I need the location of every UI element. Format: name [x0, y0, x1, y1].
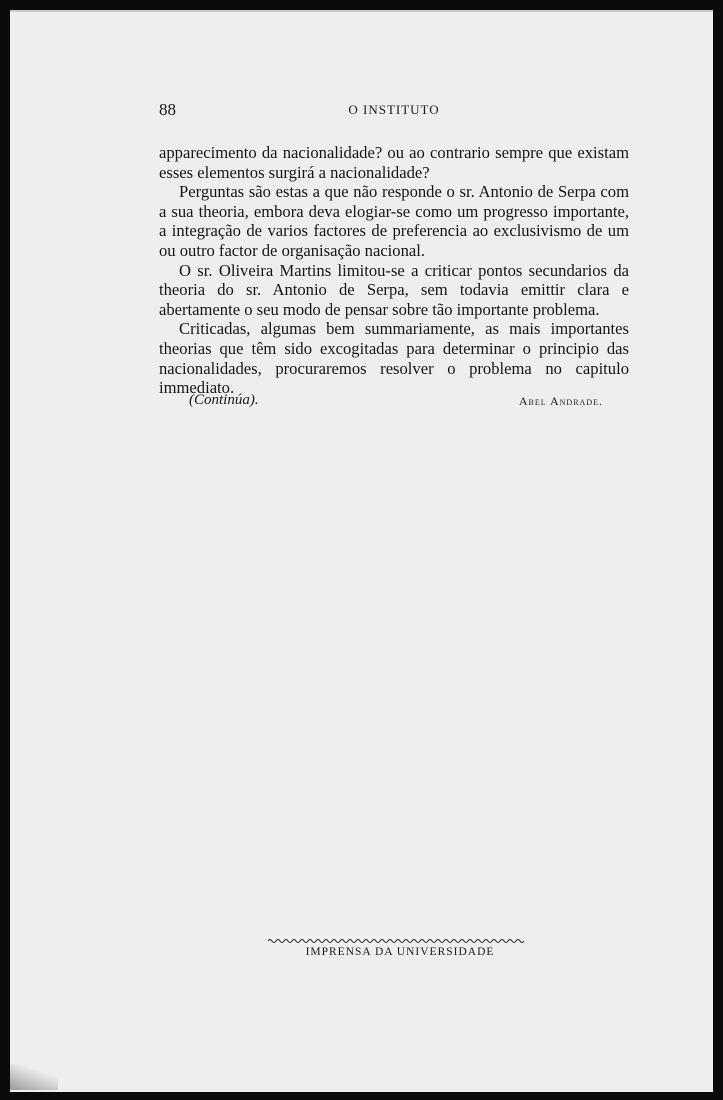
continua-note: (Continúa). — [189, 392, 259, 408]
scan-shadow — [10, 1064, 58, 1090]
paragraph: O sr. Oliveira Martins limitou-se a criticar pontos secundarios da theoria do sr. Antonio de Serpa, sem todavia emittir clara e abertamente o seu modo de pensar sobre tão importante problema. — [159, 260, 629, 319]
book-page — [10, 10, 713, 1092]
paragraph: apparecimento da nacionalidade? ou ao contrario sempre que existam esses elementos surgirá a nacionalidade? — [159, 143, 629, 182]
author-signature: Abel Andrade. — [518, 394, 603, 408]
paragraph: Perguntas são estas a que não responde o sr. Antonio de Serpa com a sua theoria, embora deva elogiar-se como um progresso importante, a integração de varios factores de preferencia ao exclusivismo de um ou outro factor de organisação nacional. — [159, 182, 629, 260]
wavy-rule-ornament — [268, 936, 526, 946]
journal-title: O INSTITUTO — [348, 102, 440, 117]
paragraph: Criticadas, algumas bem summariamente, as mais importantes theorias que têm sido excogitadas para determinar o principio das nacionalidades, procuraremos resolver o problema no capitulo immediato. — [159, 319, 629, 398]
printer-imprint: IMPRENSA DA UNIVERSIDADE — [305, 946, 495, 958]
page-number: 88 — [159, 100, 176, 119]
running-head — [159, 100, 629, 122]
article-body — [159, 143, 629, 398]
signature-line — [159, 392, 629, 414]
